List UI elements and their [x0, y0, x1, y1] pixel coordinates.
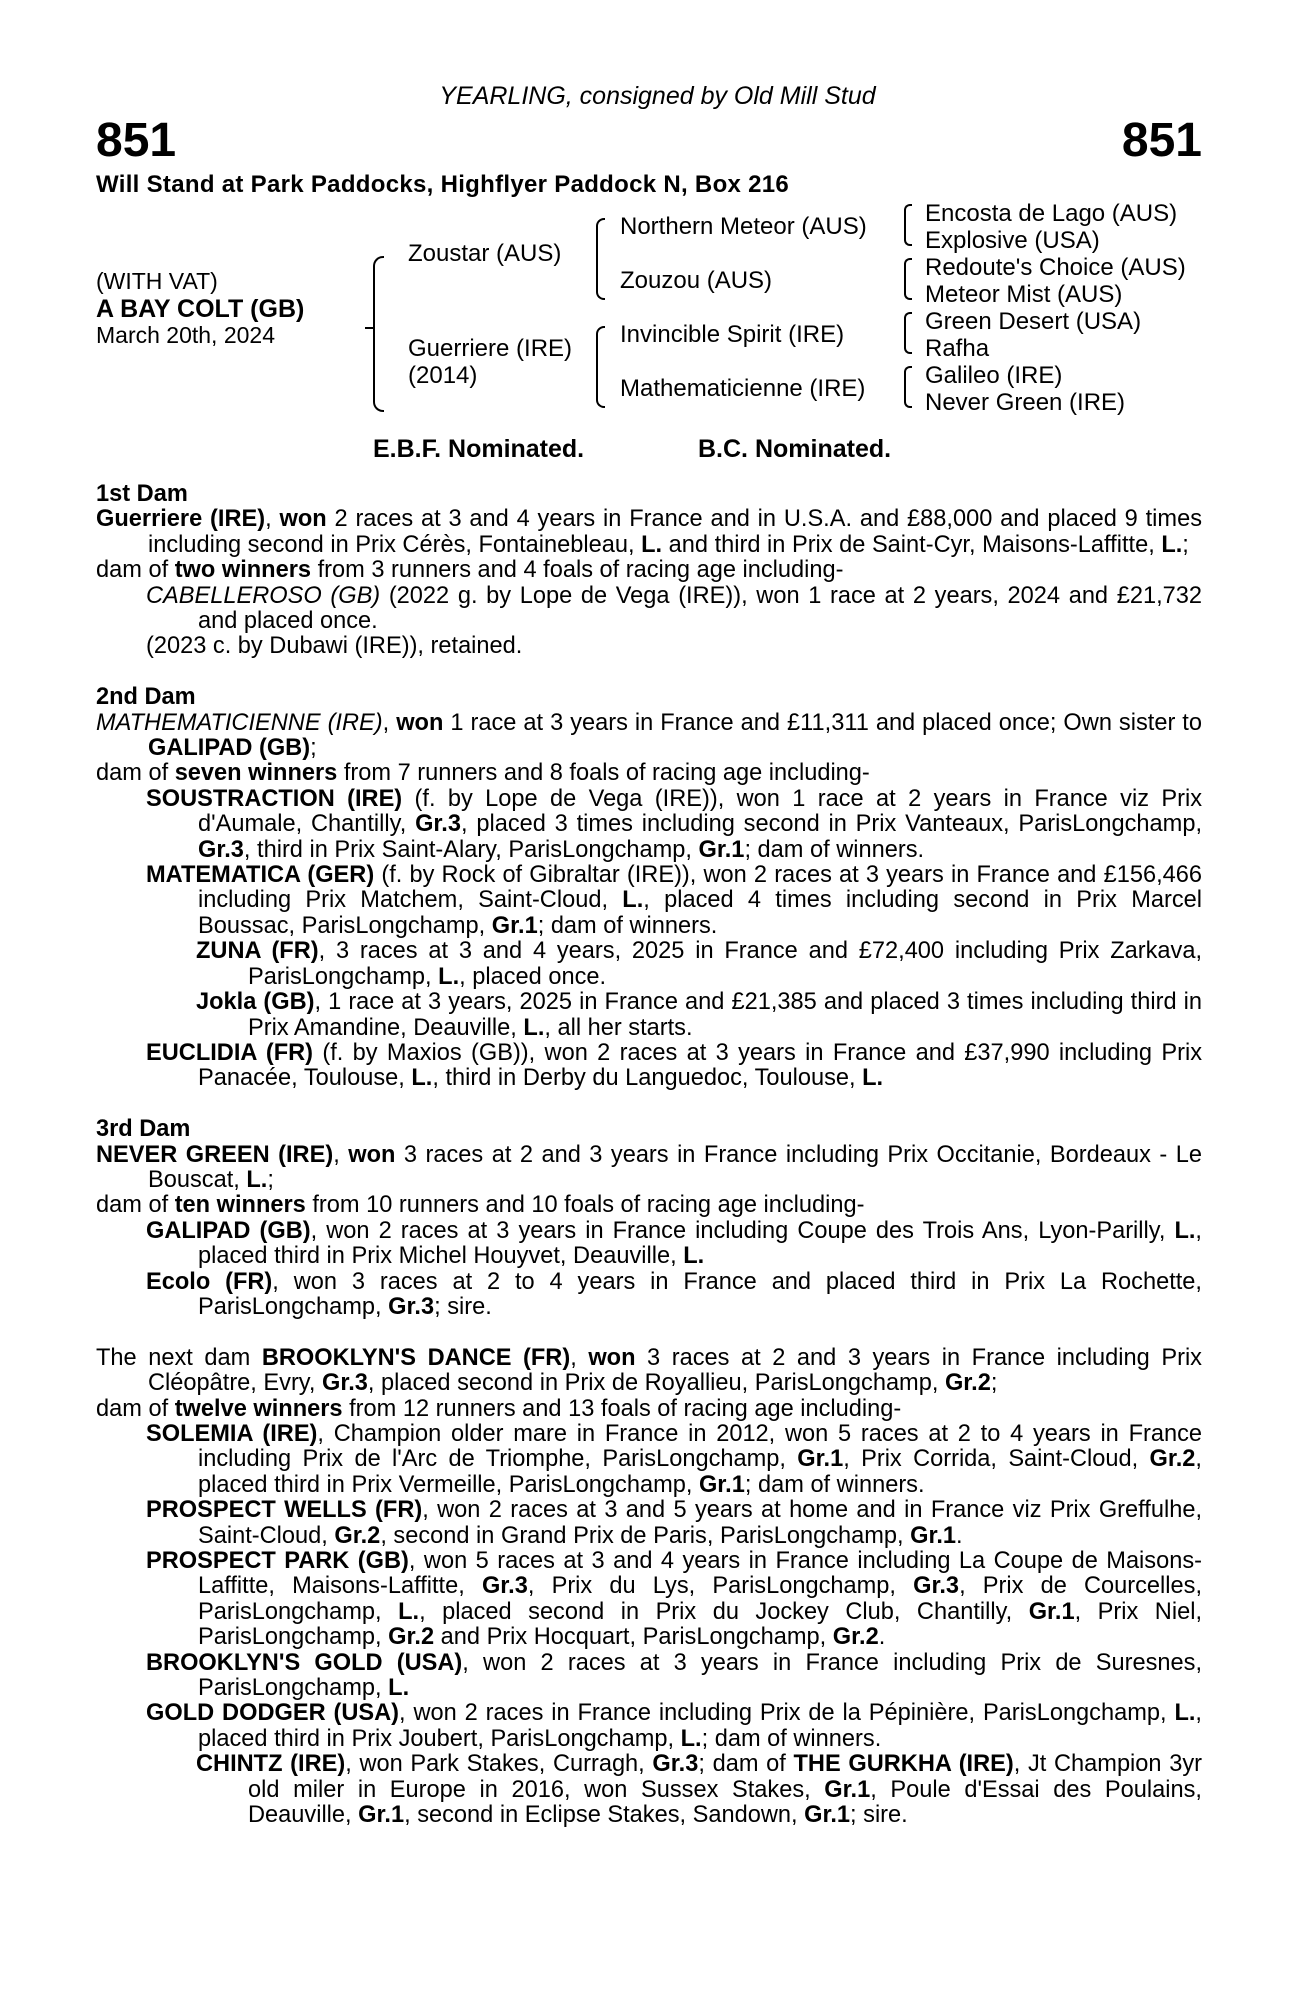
consignment-subtitle: YEARLING, consigned by Old Mill Stud — [439, 82, 876, 110]
ped-dsd: Rafha — [925, 335, 990, 362]
fourth-dam-entry: The next dam BROOKLYN'S DANCE (FR), won 3 races at 2 and 3 years in France including Prix Cléopâtre, Evry, Gr.3, placed second in Prix de Royallieu, ParisLongchamp, Gr.2; — [96, 1344, 1202, 1397]
lot-number-right: 851 — [1121, 114, 1202, 167]
stand-location: Will Stand at Park Paddocks, Highflyer Paddock N, Box 216 — [96, 171, 790, 198]
produce-entry: CHINTZ (IRE), won Park Stakes, Curragh, Gr.3; dam of THE GURKHA (IRE), Jt Champion 3yr old miler in Europe in 2016, won Sussex Stakes, Gr.1, Poule d'Essai des Poulains, Deauville, Gr.1, second in Eclipse Stakes, Sandown, Gr.1; sire. — [196, 1751, 1202, 1829]
produce-entry: SOUSTRACTION (IRE) (f. by Lope de Vega (IRE)), won 1 race at 2 years in France viz Prix d'Aumale, Chantilly, Gr.3, placed 3 times including second in Prix Vanteaux, ParisLongchamp, Gr.3, third in Prix Saint-Alary, ParisLongchamp, Gr.1; dam of winners. — [146, 785, 1203, 863]
sire-name: Zoustar (AUS) — [408, 240, 562, 267]
produce-entry: Jokla (GB), 1 race at 3 years, 2025 in France and £21,385 and placed 3 times including third in Prix Amandine, Deauville, L., all her starts. — [196, 989, 1203, 1041]
ped-dss: Green Desert (USA) — [925, 308, 1142, 335]
dam-line-body — [96, 482, 1202, 1828]
third-dam-entry: NEVER GREEN (IRE), won 3 races at 2 and 3 years in France including Prix Occitanie, Bordeaux - Le Bouscat, L.; — [96, 1141, 1202, 1193]
produce-entry: BROOKLYN'S GOLD (USA), won 2 races at 3 years in France including Prix de Suresnes, ParisLongchamp, L. — [146, 1649, 1202, 1702]
sire-dam: Zouzou (AUS) — [620, 267, 773, 294]
bc-nomination: B.C. Nominated. — [698, 435, 892, 463]
second-dam-produce-summary: dam of seven winners from 7 runners and 8 foals of racing age including- — [96, 760, 870, 787]
ped-sss: Encosta de Lago (AUS) — [925, 200, 1178, 227]
ped-sdd: Meteor Mist (AUS) — [925, 281, 1123, 308]
third-dam-produce-summary: dam of ten winners from 10 runners and 10 foals of racing age including- — [96, 1192, 865, 1219]
pedigree-bracket-main — [373, 256, 384, 412]
dam-name: Guerriere (IRE) — [408, 335, 573, 362]
dam-year: (2014) — [408, 362, 478, 389]
vat-note: (WITH VAT) — [96, 268, 218, 294]
produce-entry: ZUNA (FR), 3 races at 3 and 4 years, 2025 in France and £72,400 including Prix Zarkava, ParisLongchamp, L., placed once. — [196, 938, 1202, 990]
dam-sire: Invincible Spirit (IRE) — [620, 321, 845, 348]
produce-entry: EUCLIDIA (FR) (f. by Maxios (GB)), won 2 races at 3 years in France and £37,990 including Prix Panacée, Toulouse, L., third in Derby du Languedoc, Toulouse, L. — [146, 1039, 1203, 1092]
dam-bracket — [596, 326, 605, 408]
bracket-ss — [904, 204, 912, 246]
produce-entry: CABELLEROSO (GB) (2022 g. by Lope de Vega (IRE)), won 1 race at 2 years, 2024 and £21,732 and placed once. — [146, 582, 1202, 635]
bracket-sd — [904, 258, 912, 300]
produce-entry: PROSPECT WELLS (FR), won 2 races at 3 and 5 years at home and in France viz Prix Greffulhe, Saint-Cloud, Gr.2, second in Grand Prix de Paris, ParisLongchamp, Gr.1. — [146, 1497, 1202, 1549]
fourth-dam-produce-summary: dam of twelve winners from 12 runners and 13 foals of racing age including- — [96, 1395, 902, 1422]
foaling-date: March 20th, 2024 — [96, 322, 276, 348]
first-dam-entry: Guerriere (IRE), won 2 races at 3 and 4 years in France and in U.S.A. and £88,000 and placed 9 times including second in Prix Cérès, Fontainebleau, L. and third in Prix de Saint-Cyr, Maisons-Laffitte, L.; — [96, 506, 1202, 558]
second-dam-entry: MATHEMATICIENNE (IRE), won 1 race at 3 years in France and £11,311 and placed once; Own sister to GALIPAD (GB); — [96, 709, 1202, 762]
pedigree-bracket-tick — [365, 327, 374, 329]
second-dam-heading: 2nd Dam — [96, 684, 196, 711]
ped-dds: Galileo (IRE) — [925, 362, 1063, 389]
ebf-nomination: E.B.F. Nominated. — [373, 435, 585, 463]
dam-dam: Mathematicienne (IRE) — [620, 375, 866, 402]
bracket-ds — [904, 312, 912, 354]
third-dam-heading: 3rd Dam — [96, 1116, 191, 1143]
bracket-dd — [904, 366, 912, 408]
produce-entry: (2023 c. by Dubawi (IRE)), retained. — [146, 633, 523, 660]
produce-entry: GOLD DODGER (USA), won 2 races in France including Prix de la Pépinière, ParisLongchamp, L., placed third in Prix Joubert, ParisLongchamp, L.; dam of winners. — [146, 1700, 1202, 1752]
produce-entry: Ecolo (FR), won 3 races at 2 to 4 years in France and placed third in Prix La Rochette, ParisLongchamp, Gr.3; sire. — [146, 1268, 1202, 1320]
ped-ddd: Never Green (IRE) — [925, 389, 1126, 416]
produce-entry: SOLEMIA (IRE), Champion older mare in France in 2012, won 5 races at 2 to 4 years in France including Prix de l'Arc de Triomphe, ParisLongchamp, Gr.1, Prix Corrida, Saint-Cloud, Gr.2, placed third in Prix Vermeille, ParisLongchamp, Gr.1; dam of winners. — [146, 1420, 1202, 1498]
sire-sire: Northern Meteor (AUS) — [620, 213, 867, 240]
produce-entry: GALIPAD (GB), won 2 races at 3 years in France including Coupe des Trois Ans, Lyon-Parilly, L., placed third in Prix Michel Houyvet, Deauville, L. — [146, 1217, 1202, 1270]
first-dam-heading: 1st Dam — [96, 481, 188, 507]
sire-bracket — [596, 218, 605, 300]
lot-number-left: 851 — [96, 114, 177, 167]
produce-entry: MATEMATICA (GER) (f. by Rock of Gibraltar (IRE)), won 2 races at 3 years in France and £156,466 including Prix Matchem, Saint-Cloud, L., placed 4 times including second in Prix Marcel Boussac, ParisLongchamp, Gr.1; dam of winners. — [146, 862, 1203, 939]
produce-entry: PROSPECT PARK (GB), won 5 races at 3 and 4 years in France including La Coupe de Maisons-Laffitte, Maisons-Laffitte, Gr.3, Prix du Lys, ParisLongchamp, Gr.3, Prix de Courcelles, ParisLongchamp, L., placed second in Prix du Jockey Club, Chantilly, Gr.1, Prix Niel, ParisLongchamp, Gr.2 and Prix Hocquart, ParisLongchamp, Gr.2. — [146, 1548, 1202, 1651]
ped-sds: Redoute's Choice (AUS) — [925, 254, 1186, 281]
ped-ssd: Explosive (USA) — [925, 227, 1100, 254]
horse-name: A BAY COLT (GB) — [96, 295, 305, 323]
first-dam-produce-summary: dam of two winners from 3 runners and 4 foals of racing age including- — [96, 557, 844, 584]
